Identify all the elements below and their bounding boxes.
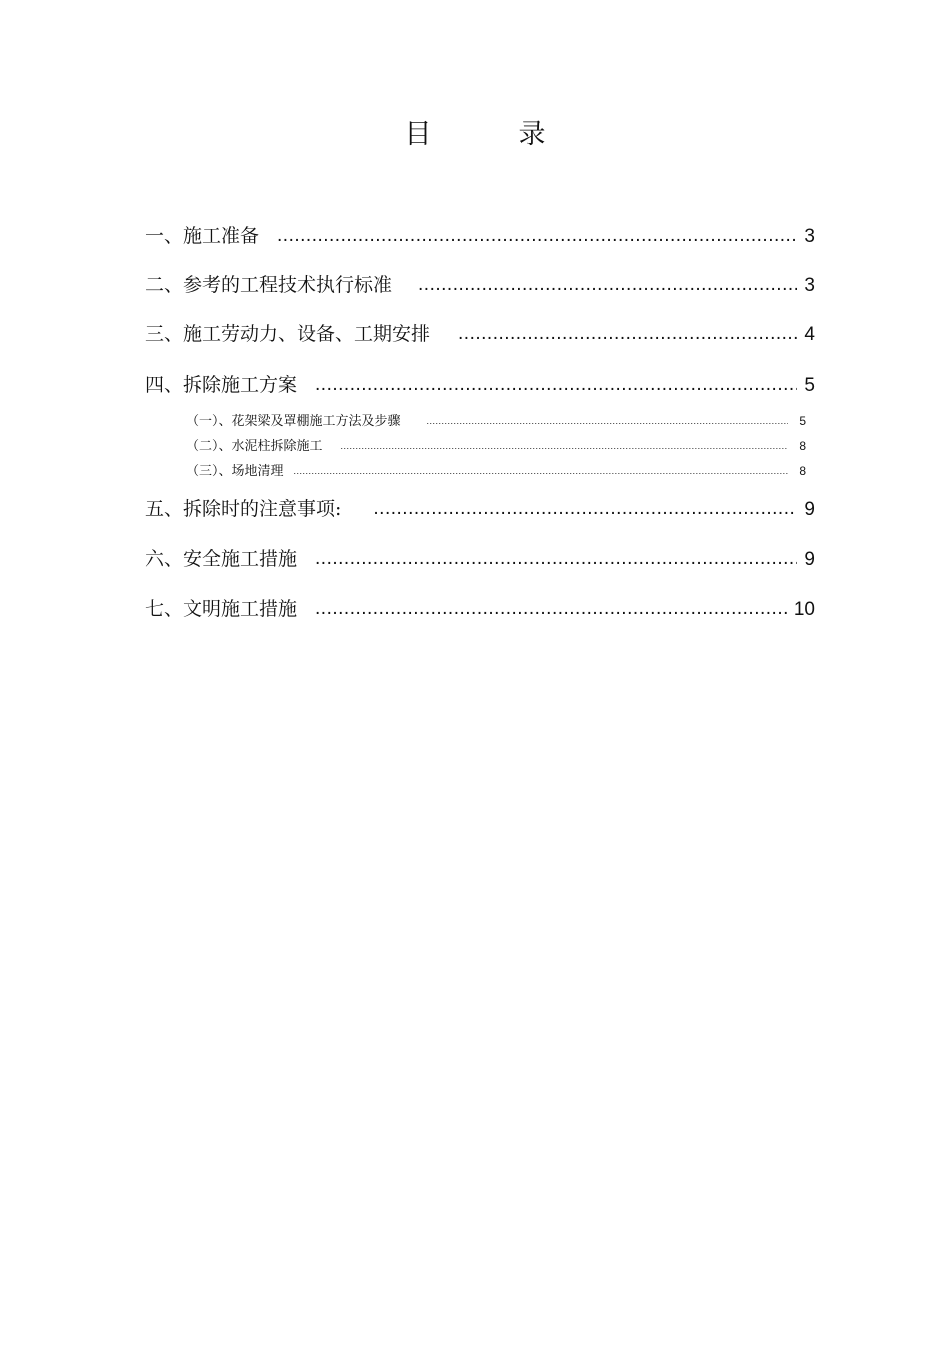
toc-entry-7[interactable]	[145, 596, 815, 623]
toc-entry-label: 一、施工准备	[145, 225, 260, 247]
toc-page-number: 9	[804, 549, 815, 570]
toc-dot-leader	[418, 272, 797, 298]
toc-page-number: 10	[793, 599, 815, 620]
toc-subentry-3[interactable]	[186, 462, 806, 481]
toc-dot-leader	[315, 546, 797, 572]
toc-dot-leader	[427, 412, 788, 430]
toc-entry-label: 四、拆除施工方案	[145, 374, 298, 396]
toc-entry-label: 二、参考的工程技术执行标准	[145, 274, 393, 296]
toc-entry-label: （二）、水泥柱拆除施工	[186, 439, 323, 454]
toc-entry-label: 七、文明施工措施	[145, 598, 298, 620]
toc-subentry-2[interactable]	[186, 437, 806, 456]
toc-entry-6[interactable]	[145, 546, 815, 573]
toc-entry-label: （三）、场地清理	[186, 464, 284, 479]
toc-title: 目 录	[404, 119, 576, 150]
toc-page-number: 3	[804, 275, 815, 296]
toc-entry-label: 六、安全施工措施	[145, 548, 298, 570]
toc-entry-4[interactable]	[145, 372, 815, 399]
toc-dot-leader	[315, 596, 790, 622]
toc-page-number: 4	[804, 324, 815, 345]
toc-dot-leader	[373, 496, 797, 522]
toc-page-number: 8	[799, 439, 806, 453]
toc-dot-leader	[294, 462, 788, 480]
toc-dot-leader	[315, 372, 797, 398]
toc-entry-2[interactable]	[145, 272, 815, 299]
toc-dot-leader	[277, 223, 797, 249]
toc-dot-leader	[458, 321, 797, 347]
toc-subentry-1[interactable]	[186, 412, 806, 431]
toc-page-number: 5	[799, 414, 806, 428]
toc-entry-label: 三、施工劳动力、设备、工期安排	[145, 323, 431, 345]
toc-entry-1[interactable]	[145, 223, 815, 250]
toc-page-number: 3	[804, 226, 815, 247]
toc-dot-leader	[341, 437, 788, 455]
toc-entry-3[interactable]	[145, 321, 815, 348]
toc-entry-5[interactable]	[145, 496, 815, 523]
toc-page-number: 9	[804, 499, 815, 520]
toc-entry-label: （一）、花架梁及罩棚施工方法及步骤	[186, 414, 401, 429]
toc-entry-label: 五、拆除时的注意事项:	[145, 498, 342, 520]
toc-page-number: 8	[799, 464, 806, 478]
toc-page-number: 5	[804, 375, 815, 396]
